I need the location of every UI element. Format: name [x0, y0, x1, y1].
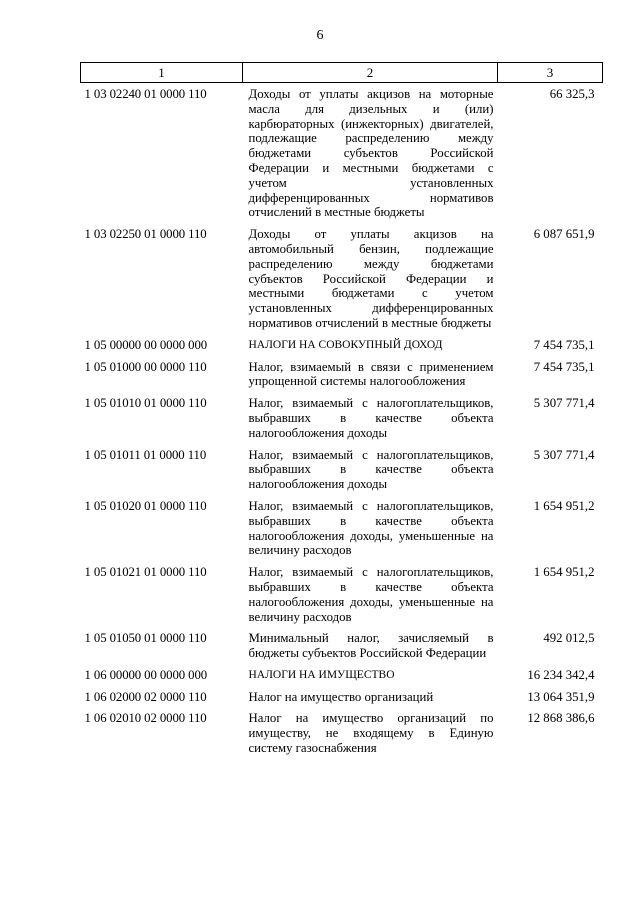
- budget-classification-code: 1 06 00000 00 0000 000: [84, 667, 208, 682]
- budget-classification-code: 1 06 02010 02 0000 110: [84, 711, 207, 726]
- revenue-name: Налог, взимаемый с налогоплательщиков, выбравших в качестве объекта налогообложения доходы, уменьшенные на величину расходов: [248, 565, 494, 624]
- table-row: [81, 664, 603, 686]
- revenue-name-cell: [243, 627, 498, 664]
- table-row: [81, 686, 603, 708]
- revenue-table: [80, 62, 603, 759]
- table-row: [81, 627, 603, 664]
- revenue-name: Налог на имущество организаций: [248, 689, 434, 704]
- revenue-name-cell: [243, 686, 498, 708]
- budget-classification-code: 1 05 01000 00 0000 110: [84, 359, 207, 374]
- revenue-name-cell: [243, 664, 498, 686]
- budget-classification-code: 1 05 01020 01 0000 110: [84, 498, 207, 513]
- revenue-amount: 13 064 351,9: [527, 689, 595, 704]
- revenue-name: Доходы от уплаты акцизов на автомобильный бензин, подлежащие распределению между бюджетами субъектов Российской Федерации и местными бюджетами с учетом установленных дифференцированных нормативов отчислений в местные бюджеты: [248, 227, 494, 330]
- table-row: [81, 495, 603, 561]
- revenue-amount: 492 012,5: [543, 631, 595, 646]
- revenue-amount: 7 454 735,1: [533, 337, 595, 352]
- revenue-name-cell: [243, 223, 498, 334]
- revenue-name-cell: [243, 495, 498, 561]
- page-number: 6: [316, 28, 324, 43]
- budget-classification-code: 1 03 02240 01 0000 110: [84, 87, 207, 101]
- column-header-amount: 3: [498, 63, 603, 83]
- revenue-amount: 1 654 951,2: [533, 498, 595, 513]
- revenue-amount: 1 654 951,2: [533, 565, 595, 580]
- table-header-row: [81, 63, 603, 83]
- revenue-amount: 16 234 342,4: [527, 667, 595, 682]
- revenue-amount: 6 087 651,9: [533, 227, 595, 242]
- table-row: [81, 561, 603, 627]
- revenue-name-cell: [243, 444, 498, 495]
- budget-classification-code: 1 06 02000 02 0000 110: [84, 689, 207, 704]
- revenue-name-cell: [243, 356, 498, 393]
- table-row: [81, 223, 603, 334]
- row-gap: [249, 756, 494, 759]
- revenue-name-cell: [243, 392, 498, 443]
- revenue-name: Налог на имущество организаций по имуществу, не входящему в Единую систему газоснабжения: [248, 711, 494, 756]
- budget-classification-code: 1 05 00000 00 0000 000: [84, 337, 208, 352]
- table-row: [81, 356, 603, 393]
- revenue-name: НАЛОГИ НА ИМУЩЕСТВО: [248, 668, 395, 681]
- revenue-amount: 7 454 735,1: [533, 359, 595, 374]
- budget-classification-code: 1 05 01011 01 0000 110: [84, 447, 207, 462]
- column-header-name: 2: [243, 63, 498, 83]
- table-row: [81, 444, 603, 495]
- revenue-name-cell: [243, 561, 498, 627]
- budget-classification-code: 1 03 02250 01 0000 110: [84, 227, 207, 242]
- revenue-amount: 12 868 386,6: [527, 711, 595, 726]
- budget-classification-code: 1 05 01021 01 0000 110: [84, 565, 207, 580]
- revenue-name: НАЛОГИ НА СОВОКУПНЫЙ ДОХОД: [248, 338, 443, 351]
- revenue-name: Налог, взимаемый в связи с применением упрощенной системы налогообложения: [248, 359, 494, 389]
- column-header-code: 1: [81, 63, 243, 83]
- revenue-name-cell: [243, 83, 498, 224]
- table-row: [81, 83, 603, 224]
- revenue-amount: 66 325,3: [549, 87, 595, 101]
- table-row: [81, 707, 603, 758]
- revenue-amount: 5 307 771,4: [533, 447, 595, 462]
- revenue-name-cell: [243, 334, 498, 356]
- revenue-name: Доходы от уплаты акцизов на моторные масла для дизельных и (или) карбюраторных (инжекторных) двигателей, подлежащие распределению между бюджетами субъектов Российской Федерации и местными бюджетами с учетом установленных дифференцированных нормативов отчислений в местные бюджеты: [248, 87, 494, 220]
- table-row: [81, 392, 603, 443]
- budget-classification-code: 1 05 01010 01 0000 110: [84, 396, 207, 411]
- revenue-name: Минимальный налог, зачисляемый в бюджеты субъектов Российской Федерации: [248, 631, 494, 661]
- revenue-amount: 5 307 771,4: [533, 396, 595, 411]
- table-row: [81, 334, 603, 356]
- revenue-name-cell: [243, 707, 498, 758]
- revenue-name: Налог, взимаемый с налогоплательщиков, выбравших в качестве объекта налогообложения доходы: [248, 447, 494, 492]
- revenue-name: Налог, взимаемый с налогоплательщиков, выбравших в качестве объекта налогообложения доходы, уменьшенные на величину расходов: [248, 498, 494, 558]
- budget-classification-code: 1 05 01050 01 0000 110: [84, 631, 207, 646]
- revenue-name: Налог, взимаемый с налогоплательщиков, выбравших в качестве объекта налогообложения доходы: [248, 396, 494, 440]
